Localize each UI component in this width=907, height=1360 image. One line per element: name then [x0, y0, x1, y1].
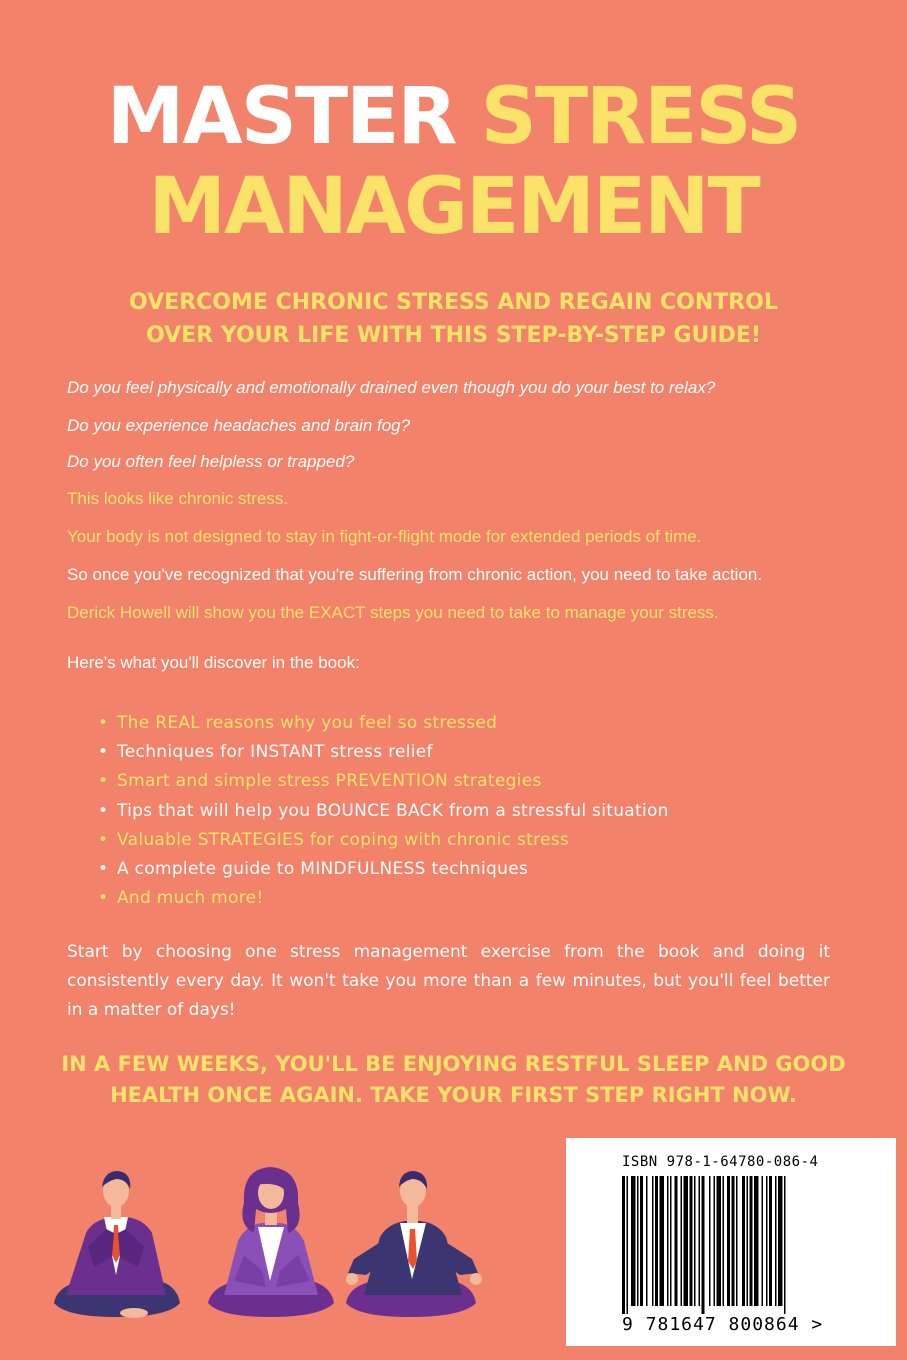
isbn-label: ISBN 978-1-64780-086-4: [622, 1154, 819, 1170]
barcode-bar: [727, 1176, 730, 1306]
barcode-bar: [742, 1176, 745, 1306]
meditating-man-left: [54, 1171, 180, 1318]
barcode-bar: [660, 1176, 665, 1306]
barcode-bar: [640, 1176, 643, 1306]
closing-paragraph: Start by choosing one stress management exercise from the book and doing it consistently every day. It won't take you more than a few minutes, but you'll feel better in a matter of days!: [67, 942, 830, 1020]
bullet-dot: •: [98, 771, 109, 792]
meditating-woman-center: [208, 1167, 334, 1317]
title-word-management: MANAGEMENT: [148, 162, 759, 252]
feature-list: [98, 709, 669, 913]
title-word-master: MASTER: [106, 72, 456, 162]
barcode-bar: [747, 1176, 749, 1306]
barcode-bar: [732, 1176, 735, 1306]
list-item-text: Techniques for INSTANT stress relief: [117, 742, 433, 763]
list-item: [98, 709, 669, 738]
barcode-bar: [750, 1176, 753, 1306]
intro-statement-1: This looks like chronic stress.: [67, 489, 289, 508]
barcode-bar: [631, 1176, 636, 1306]
intro-block: [67, 378, 867, 623]
barcode-bar: [675, 1176, 678, 1306]
barcode: [622, 1176, 838, 1316]
barcode-bar: [754, 1176, 759, 1306]
list-item: [98, 797, 669, 826]
list-item-text: Smart and simple stress PREVENTION strategies: [117, 771, 542, 792]
barcode-bar: [681, 1176, 683, 1306]
call-to-action: [0, 1049, 907, 1111]
title-word-stress: STRESS: [480, 72, 801, 162]
bullet-dot: •: [98, 800, 109, 821]
barcode-bar: [637, 1176, 639, 1306]
barcode-bar: [784, 1176, 786, 1316]
bullet-dot: •: [98, 859, 109, 880]
intro-statement-3: So once you've recognized that you're suffering from chronic action, you need to take action.: [67, 565, 763, 584]
barcode-bar: [652, 1176, 654, 1306]
barcode-bar: [622, 1176, 625, 1316]
call-to-action-line-2: HEALTH ONCE AGAIN. TAKE YOUR FIRST STEP RIGHT NOW.: [110, 1083, 797, 1107]
subtitle-line-1: OVERCOME CHRONIC STRESS AND REGAIN CONTROL: [129, 290, 778, 315]
list-item-text: The REAL reasons why you feel so stressed: [117, 713, 498, 733]
subtitle: [0, 286, 907, 352]
intro-statement-4: Derick Howell will show you the EXACT steps you need to take to manage your stress.: [67, 603, 719, 622]
discover-heading: Here's what you'll discover in the book:: [67, 653, 360, 672]
barcode-bar: [709, 1176, 711, 1306]
barcode-number: 9 781647 800864 >: [622, 1314, 824, 1335]
barcode-bar: [775, 1176, 777, 1306]
list-item-text: And much more!: [117, 888, 264, 909]
list-item: [98, 884, 669, 913]
list-item-text: Tips that will help you BOUNCE BACK from a stressful situation: [117, 800, 669, 821]
bullet-dot: •: [98, 829, 109, 850]
list-item-text: A complete guide to MINDFULNESS techniques: [117, 859, 529, 880]
barcode-bar: [670, 1176, 672, 1306]
barcode-bar: [667, 1176, 669, 1306]
title-line-1: [0, 72, 907, 162]
barcode-bar: [646, 1176, 648, 1306]
list-item: [98, 855, 669, 884]
barcode-bar: [769, 1176, 772, 1306]
meditating-man-right: [346, 1171, 482, 1317]
bullet-dot: •: [98, 713, 109, 733]
barcode-bar: [699, 1176, 701, 1306]
barcode-bar: [778, 1176, 783, 1306]
intro-statement-2: Your body is not designed to stay in fight-or-flight mode for extended periods of time.: [67, 527, 702, 546]
list-item-text: Valuable STRATEGIES for coping with chronic stress: [117, 829, 570, 850]
barcode-bar: [762, 1176, 764, 1306]
meditating-people-illustration: [48, 1163, 498, 1323]
barcode-bar: [690, 1176, 693, 1306]
barcode-bar: [723, 1176, 725, 1306]
intro-question-3: Do you often feel helpless or trapped?: [67, 452, 355, 471]
intro-question-1: Do you feel physically and emotionally drained even though you do your best to relax?: [67, 378, 716, 397]
list-item: [98, 767, 669, 796]
barcode-bar: [627, 1176, 629, 1316]
barcode-bar: [684, 1176, 689, 1306]
barcode-bar: [736, 1176, 738, 1306]
barcode-box: [566, 1138, 896, 1346]
barcode-bar: [766, 1176, 768, 1306]
barcode-bar: [702, 1176, 705, 1316]
list-item: [98, 826, 669, 855]
intro-question-2: Do you experience headaches and brain fog?: [67, 416, 411, 435]
subtitle-line-2: OVER YOUR LIFE WITH THIS STEP-BY-STEP GUIDE!: [146, 323, 761, 348]
bullet-dot: •: [98, 888, 109, 909]
call-to-action-line-1: IN A FEW WEEKS, YOU'LL BE ENJOYING RESTFUL SLEEP AND GOOD: [61, 1052, 846, 1076]
barcode-bar: [714, 1176, 716, 1306]
barcode-bar: [694, 1176, 696, 1306]
list-item: [98, 738, 669, 767]
barcode-bar: [655, 1176, 658, 1306]
barcode-bar: [717, 1176, 722, 1306]
bullet-dot: •: [98, 742, 109, 763]
